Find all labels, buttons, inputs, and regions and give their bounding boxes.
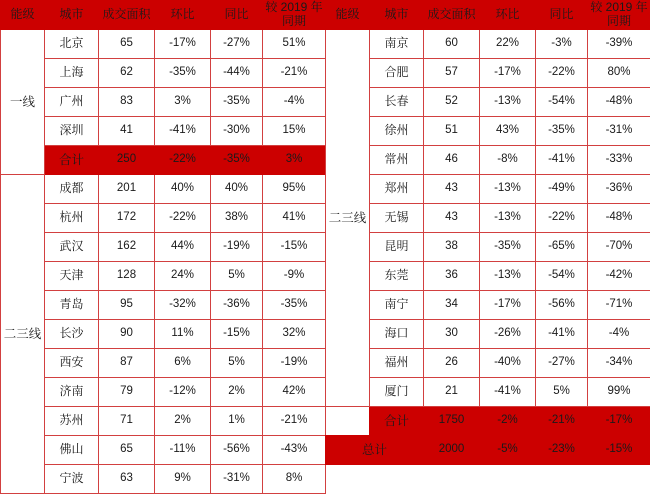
table-row [326,175,650,204]
cell-area: 38 [424,233,480,262]
cell-area: 79 [99,378,155,407]
cell-mom: -13% [480,262,536,291]
cell-yoy: -54% [536,88,588,117]
header-mom: 环比 [480,1,536,30]
table-row [1,175,326,204]
cell-area: 43 [424,204,480,233]
cell-mom: -35% [480,233,536,262]
cell-area: 128 [99,262,155,291]
cell-vs2019: -39% [588,30,650,59]
cell-area: 30 [424,320,480,349]
cell-mom: 43% [480,117,536,146]
grand-total-yoy: -23% [536,436,588,465]
table-row [326,262,650,291]
table-row-subtotal [326,407,650,436]
cell-mom: 24% [155,262,211,291]
tier-label-second-right: 二三线 [326,30,370,407]
grand-total-mom: -5% [480,436,536,465]
cell-mom: -17% [480,59,536,88]
cell-vs2019: -19% [263,349,326,378]
cell-vs2019: -33% [588,146,650,175]
cell-yoy: 2% [211,378,263,407]
cell-mom: 22% [480,30,536,59]
cell-vs2019: -34% [588,349,650,378]
city-name: 合肥 [370,59,424,88]
table-row [1,233,326,262]
grand-total-label: 总计 [326,436,424,465]
cell-area: 57 [424,59,480,88]
cell-vs2019: -48% [588,88,650,117]
header-mom: 环比 [155,1,211,30]
cell-area: 65 [99,30,155,59]
cell-mom: -8% [480,146,536,175]
cell-vs2019: -35% [263,291,326,320]
cell-vs2019: -71% [588,291,650,320]
cell-area: 46 [424,146,480,175]
header-area: 成交面积 [424,1,480,30]
cell-area: 162 [99,233,155,262]
city-name: 无锡 [370,204,424,233]
table-row [326,378,650,407]
table-row [1,465,326,494]
cell-yoy: -41% [536,320,588,349]
cell-area: 87 [99,349,155,378]
table-row [1,88,326,117]
cell-area: 60 [424,30,480,59]
table-row [326,59,650,88]
cell-yoy: 5% [211,349,263,378]
cell-yoy: -41% [536,146,588,175]
cell-vs2019: 51% [263,30,326,59]
header-city: 城市 [370,1,424,30]
city-name: 苏州 [45,407,99,436]
city-name: 昆明 [370,233,424,262]
table-row-grand-total [326,436,650,465]
spacer [326,407,370,436]
cell-area: 63 [99,465,155,494]
city-name: 南宁 [370,291,424,320]
cell-mom: -35% [155,59,211,88]
cell-mom: -41% [480,378,536,407]
cell-mom: -17% [155,30,211,59]
cell-vs2019: 95% [263,175,326,204]
cell-vs2019: -9% [263,262,326,291]
table-row [1,262,326,291]
cell-area: 90 [99,320,155,349]
subtotal-yoy: -21% [536,407,588,436]
cell-vs2019: -70% [588,233,650,262]
header-vs2019: 较 2019 年同期 [263,1,326,30]
cell-area: 83 [99,88,155,117]
city-name: 常州 [370,146,424,175]
total-vs2019: 3% [263,146,326,175]
cell-yoy: -44% [211,59,263,88]
cell-yoy: -65% [536,233,588,262]
city-name: 天津 [45,262,99,291]
cell-mom: 11% [155,320,211,349]
table-row [326,233,650,262]
cell-vs2019: 99% [588,378,650,407]
header-yoy: 同比 [211,1,263,30]
cell-area: 201 [99,175,155,204]
cell-vs2019: 42% [263,378,326,407]
cell-vs2019: -15% [263,233,326,262]
cell-area: 52 [424,88,480,117]
cell-vs2019: -48% [588,204,650,233]
cell-vs2019: -31% [588,117,650,146]
table-header-row [1,1,326,30]
grand-total-vs2019: -15% [588,436,650,465]
grand-total-area: 2000 [424,436,480,465]
cell-yoy: -35% [536,117,588,146]
city-name: 东莞 [370,262,424,291]
cell-yoy: -27% [536,349,588,378]
cell-vs2019: -4% [588,320,650,349]
table-row [326,146,650,175]
total-label: 合计 [45,146,99,175]
table-row [1,349,326,378]
cell-vs2019: -21% [263,59,326,88]
cell-mom: 44% [155,233,211,262]
cell-area: 41 [99,117,155,146]
cell-area: 36 [424,262,480,291]
cell-vs2019: 8% [263,465,326,494]
cell-vs2019: 32% [263,320,326,349]
cell-mom: -13% [480,204,536,233]
cell-mom: -26% [480,320,536,349]
table-row [326,320,650,349]
table-row [1,436,326,465]
cell-area: 21 [424,378,480,407]
city-name: 济南 [45,378,99,407]
cell-area: 26 [424,349,480,378]
city-name: 徐州 [370,117,424,146]
city-name: 福州 [370,349,424,378]
table-row [1,407,326,436]
cell-vs2019: -4% [263,88,326,117]
cell-mom: 2% [155,407,211,436]
cell-mom: 3% [155,88,211,117]
tier-label-first: 一线 [1,30,45,175]
cell-area: 95 [99,291,155,320]
total-area: 250 [99,146,155,175]
cell-yoy: 5% [211,262,263,291]
cell-yoy: -31% [211,465,263,494]
cell-area: 34 [424,291,480,320]
cell-yoy: -35% [211,88,263,117]
cell-mom: -13% [480,88,536,117]
table-row [1,291,326,320]
cell-yoy: -36% [211,291,263,320]
cell-mom: -32% [155,291,211,320]
city-name: 西安 [45,349,99,378]
cell-vs2019: -42% [588,262,650,291]
cell-vs2019: 41% [263,204,326,233]
cell-yoy: -56% [211,436,263,465]
header-tier: 能级 [1,1,45,30]
cell-area: 51 [424,117,480,146]
city-name: 上海 [45,59,99,88]
cell-mom: -12% [155,378,211,407]
cell-area: 172 [99,204,155,233]
cell-mom: -22% [155,204,211,233]
city-name: 杭州 [45,204,99,233]
cell-yoy: 1% [211,407,263,436]
cell-yoy: -15% [211,320,263,349]
header-tier: 能级 [326,1,370,30]
cell-mom: 40% [155,175,211,204]
city-name: 宁波 [45,465,99,494]
cell-yoy: 38% [211,204,263,233]
total-yoy: -35% [211,146,263,175]
city-name: 广州 [45,88,99,117]
table-row [326,30,650,59]
table-row [1,320,326,349]
table-row [1,30,326,59]
cell-yoy: -54% [536,262,588,291]
cell-yoy: -19% [211,233,263,262]
table-row [1,378,326,407]
header-yoy: 同比 [536,1,588,30]
city-name: 北京 [45,30,99,59]
table-row [1,204,326,233]
cell-mom: -41% [155,117,211,146]
table-row [326,349,650,378]
cell-yoy: -30% [211,117,263,146]
subtotal-area: 1750 [424,407,480,436]
table-row [326,117,650,146]
header-area: 成交面积 [99,1,155,30]
header-city: 城市 [45,1,99,30]
city-name: 海口 [370,320,424,349]
cell-yoy: -3% [536,30,588,59]
table-row-total [1,146,326,175]
cell-vs2019: -43% [263,436,326,465]
city-name: 厦门 [370,378,424,407]
cell-mom: -11% [155,436,211,465]
cell-area: 62 [99,59,155,88]
cell-yoy: -49% [536,175,588,204]
cell-mom: 6% [155,349,211,378]
header-vs2019: 较 2019 年同期 [588,1,650,30]
tier-label-second: 二三线 [1,175,45,494]
table-row [326,204,650,233]
table-row [1,59,326,88]
cell-yoy: -27% [211,30,263,59]
cell-area: 71 [99,407,155,436]
total-mom: -22% [155,146,211,175]
city-name: 武汉 [45,233,99,262]
table-header-row [326,1,650,30]
city-name: 成都 [45,175,99,204]
city-name: 长沙 [45,320,99,349]
table-row [326,88,650,117]
cell-vs2019: -36% [588,175,650,204]
city-name: 郑州 [370,175,424,204]
subtotal-label: 合计 [370,407,424,436]
cell-vs2019: -21% [263,407,326,436]
city-name: 佛山 [45,436,99,465]
city-name: 青岛 [45,291,99,320]
cell-area: 43 [424,175,480,204]
cell-mom: 9% [155,465,211,494]
subtotal-mom: -2% [480,407,536,436]
table-row [1,117,326,146]
cell-yoy: -22% [536,204,588,233]
city-name: 深圳 [45,117,99,146]
cell-vs2019: 15% [263,117,326,146]
city-name: 长春 [370,88,424,117]
subtotal-vs2019: -17% [588,407,650,436]
cell-area: 65 [99,436,155,465]
cell-yoy: -56% [536,291,588,320]
cell-yoy: -22% [536,59,588,88]
cell-mom: -17% [480,291,536,320]
right-data-table [325,0,650,465]
city-name: 南京 [370,30,424,59]
cell-mom: -40% [480,349,536,378]
cell-mom: -13% [480,175,536,204]
table-row [326,291,650,320]
cell-yoy: 40% [211,175,263,204]
cell-yoy: 5% [536,378,588,407]
cell-vs2019: 80% [588,59,650,88]
